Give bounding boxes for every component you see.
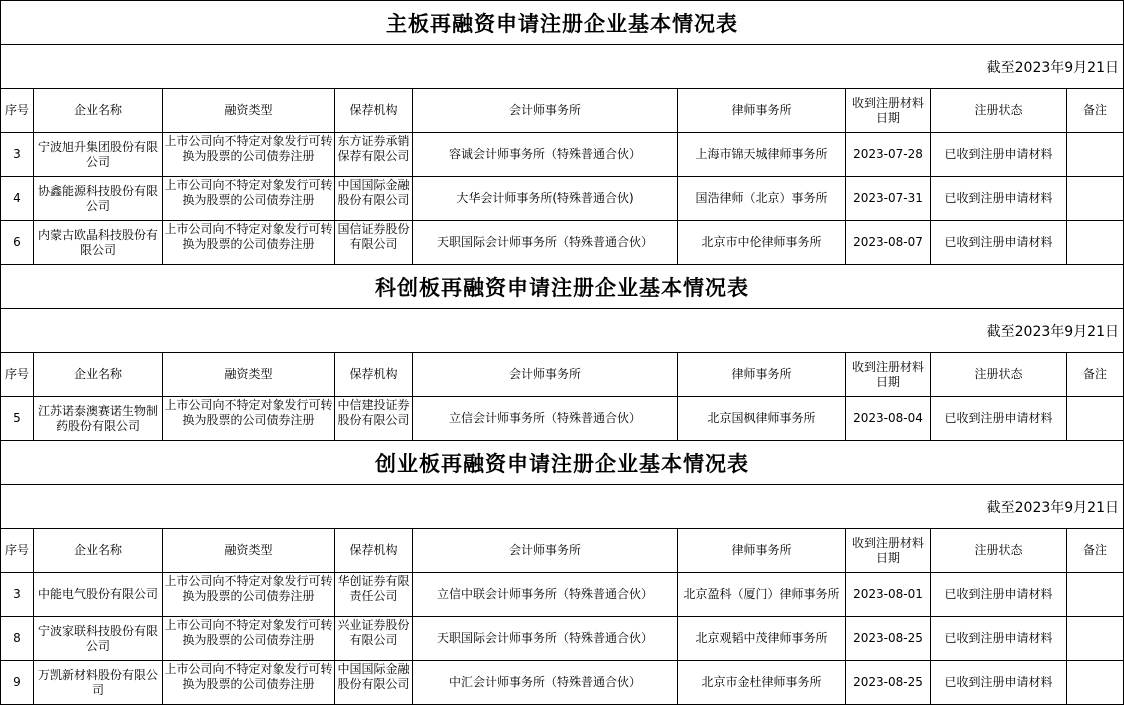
cell-type: 上市公司向不特定对象发行可转换为股票的公司债券注册 — [163, 661, 335, 705]
cell-note — [1067, 661, 1124, 705]
cell-company: 中能电气股份有限公司 — [34, 573, 163, 617]
cell-note — [1067, 573, 1124, 617]
header-status: 注册状态 — [931, 529, 1067, 573]
cell-accountant: 天职国际会计师事务所（特殊普通合伙） — [413, 221, 678, 265]
table-row — [0, 221, 1124, 265]
cell-company: 江苏诺泰澳赛诺生物制药股份有限公司 — [34, 397, 163, 441]
header-status: 注册状态 — [931, 353, 1067, 397]
cell-date: 2023-08-25 — [846, 661, 931, 705]
header-sponsor: 保荐机构 — [335, 353, 413, 397]
header-type: 融资类型 — [163, 89, 335, 133]
header-company: 企业名称 — [34, 353, 163, 397]
header-seq: 序号 — [0, 353, 34, 397]
cell-lawyer: 北京观韬中茂律师事务所 — [678, 617, 846, 661]
header-row — [0, 529, 1124, 573]
header-seq: 序号 — [0, 529, 34, 573]
cell-date: 2023-08-07 — [846, 221, 931, 265]
cell-lawyer: 北京市中伦律师事务所 — [678, 221, 846, 265]
header-lawyer: 律师事务所 — [678, 89, 846, 133]
cell-accountant: 立信会计师事务所（特殊普通合伙） — [413, 397, 678, 441]
cell-type: 上市公司向不特定对象发行可转换为股票的公司债券注册 — [163, 397, 335, 441]
cell-type: 上市公司向不特定对象发行可转换为股票的公司债券注册 — [163, 133, 335, 177]
cell-note — [1067, 133, 1124, 177]
header-row — [0, 89, 1124, 133]
as-of-date: 截至2023年9月21日 — [0, 309, 1124, 353]
table-row — [0, 177, 1124, 221]
cell-lawyer: 上海市锦天城律师事务所 — [678, 133, 846, 177]
cell-status: 已收到注册申请材料 — [931, 573, 1067, 617]
cell-lawyer: 北京盈科（厦门）律师事务所 — [678, 573, 846, 617]
section-title: 创业板再融资申请注册企业基本情况表 — [0, 441, 1124, 485]
cell-seq: 3 — [0, 573, 34, 617]
as-of-date: 截至2023年9月21日 — [0, 485, 1124, 529]
header-lawyer: 律师事务所 — [678, 529, 846, 573]
section-title: 主板再融资申请注册企业基本情况表 — [0, 0, 1124, 45]
table-row — [0, 573, 1124, 617]
header-sponsor: 保荐机构 — [335, 89, 413, 133]
cell-date: 2023-08-01 — [846, 573, 931, 617]
cell-type: 上市公司向不特定对象发行可转换为股票的公司债券注册 — [163, 221, 335, 265]
cell-note — [1067, 221, 1124, 265]
cell-sponsor: 中信建投证券股份有限公司 — [335, 397, 413, 441]
header-accountant: 会计师事务所 — [413, 529, 678, 573]
cell-company: 内蒙古欧晶科技股份有限公司 — [34, 221, 163, 265]
table-row — [0, 397, 1124, 441]
header-sponsor: 保荐机构 — [335, 529, 413, 573]
header-company: 企业名称 — [34, 89, 163, 133]
cell-date: 2023-08-04 — [846, 397, 931, 441]
header-note: 备注 — [1067, 529, 1124, 573]
section-title: 科创板再融资申请注册企业基本情况表 — [0, 265, 1124, 309]
cell-note — [1067, 177, 1124, 221]
cell-sponsor: 国信证券股份有限公司 — [335, 221, 413, 265]
cell-lawyer: 北京国枫律师事务所 — [678, 397, 846, 441]
cell-seq: 8 — [0, 617, 34, 661]
cell-type: 上市公司向不特定对象发行可转换为股票的公司债券注册 — [163, 177, 335, 221]
cell-sponsor: 华创证券有限责任公司 — [335, 573, 413, 617]
cell-seq: 4 — [0, 177, 34, 221]
cell-sponsor: 中国国际金融股份有限公司 — [335, 661, 413, 705]
cell-company: 宁波家联科技股份有限公司 — [34, 617, 163, 661]
cell-accountant: 天职国际会计师事务所（特殊普通合伙） — [413, 617, 678, 661]
cell-status: 已收到注册申请材料 — [931, 617, 1067, 661]
cell-date: 2023-07-28 — [846, 133, 931, 177]
header-date: 收到注册材料日期 — [846, 529, 931, 573]
as-of-date: 截至2023年9月21日 — [0, 45, 1124, 89]
cell-type: 上市公司向不特定对象发行可转换为股票的公司债券注册 — [163, 617, 335, 661]
header-note: 备注 — [1067, 353, 1124, 397]
cell-status: 已收到注册申请材料 — [931, 661, 1067, 705]
cell-type: 上市公司向不特定对象发行可转换为股票的公司债券注册 — [163, 573, 335, 617]
cell-lawyer: 北京市金杜律师事务所 — [678, 661, 846, 705]
cell-date: 2023-08-25 — [846, 617, 931, 661]
cell-company: 宁波旭升集团股份有限公司 — [34, 133, 163, 177]
cell-accountant: 中汇会计师事务所（特殊普通合伙） — [413, 661, 678, 705]
header-note: 备注 — [1067, 89, 1124, 133]
cell-seq: 6 — [0, 221, 34, 265]
header-status: 注册状态 — [931, 89, 1067, 133]
cell-status: 已收到注册申请材料 — [931, 133, 1067, 177]
cell-accountant: 立信中联会计师事务所（特殊普通合伙） — [413, 573, 678, 617]
header-accountant: 会计师事务所 — [413, 89, 678, 133]
cell-company: 万凯新材料股份有限公司 — [34, 661, 163, 705]
cell-accountant: 容诚会计师事务所（特殊普通合伙） — [413, 133, 678, 177]
cell-status: 已收到注册申请材料 — [931, 177, 1067, 221]
header-type: 融资类型 — [163, 353, 335, 397]
header-seq: 序号 — [0, 89, 34, 133]
cell-sponsor: 东方证券承销保荐有限公司 — [335, 133, 413, 177]
cell-status: 已收到注册申请材料 — [931, 397, 1067, 441]
cell-accountant: 大华会计师事务所(特殊普通合伙) — [413, 177, 678, 221]
header-type: 融资类型 — [163, 529, 335, 573]
cell-seq: 9 — [0, 661, 34, 705]
table-row — [0, 661, 1124, 705]
cell-sponsor: 兴业证券股份有限公司 — [335, 617, 413, 661]
cell-company: 协鑫能源科技股份有限公司 — [34, 177, 163, 221]
header-company: 企业名称 — [34, 529, 163, 573]
cell-status: 已收到注册申请材料 — [931, 221, 1067, 265]
table-row — [0, 617, 1124, 661]
cell-note — [1067, 397, 1124, 441]
header-row — [0, 353, 1124, 397]
header-date: 收到注册材料日期 — [846, 89, 931, 133]
header-lawyer: 律师事务所 — [678, 353, 846, 397]
cell-seq: 5 — [0, 397, 34, 441]
cell-date: 2023-07-31 — [846, 177, 931, 221]
header-date: 收到注册材料日期 — [846, 353, 931, 397]
cell-note — [1067, 617, 1124, 661]
cell-sponsor: 中国国际金融股份有限公司 — [335, 177, 413, 221]
cell-seq: 3 — [0, 133, 34, 177]
table-row — [0, 133, 1124, 177]
header-accountant: 会计师事务所 — [413, 353, 678, 397]
cell-lawyer: 国浩律师（北京）事务所 — [678, 177, 846, 221]
